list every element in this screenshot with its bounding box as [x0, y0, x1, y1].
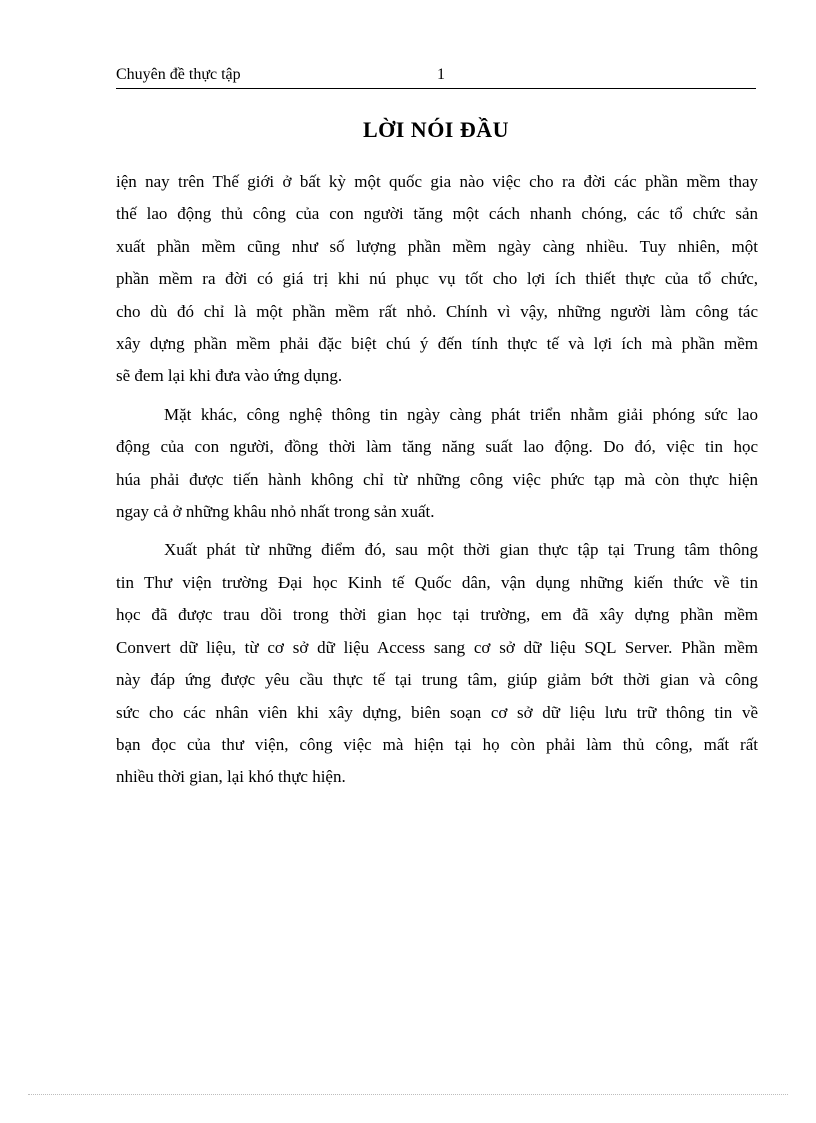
text-line: iện nay trên Thế giới ở bất kỳ một quốc gia nào việc cho ra đời các phần mềm thay: [116, 172, 758, 191]
text-line: xây dựng phần mềm phải đặc biệt chú ý đến tính thực tế và lợi ích mà phần mềm: [116, 334, 758, 354]
text-line: sức cho các nhân viên khi xây dựng, biên soạn cơ sở dữ liệu lưu trữ thông tin về: [116, 702, 758, 722]
text-line: phần mềm ra đời có giá trị khi nú phục vụ tốt cho lợi ích thiết thực của tổ chức,: [116, 269, 758, 289]
text-line: này đáp ứng được yêu cầu thực tế tại trung tâm, giúp giảm bớt thời gian và công: [116, 670, 758, 690]
paragraph-2: [116, 399, 758, 529]
text-line: Mặt khác, công nghệ thông tin ngày càng phát triển nhằm giải phóng sức lao: [164, 404, 758, 424]
page-bottom-rule: [28, 1094, 788, 1095]
text-line: thế lao động thủ công của con người tăng một cách nhanh chóng, các tổ chức sản: [116, 204, 758, 224]
paragraph-3: [116, 534, 758, 793]
text-line: cho dù đó chỉ là một phần mềm rất nhỏ. Chính vì vậy, những người làm công tác: [116, 301, 758, 321]
text-line: động của con người, đồng thời làm tăng năng suất lao động. Do đó, việc tin học: [116, 437, 758, 457]
header-title: Chuyên đề thực tập: [116, 66, 241, 83]
text-line: xuất phần mềm cũng như số lượng phần mềm ngày càng nhiều. Tuy nhiên, một: [116, 236, 758, 256]
text-line: ngay cả ở những khâu nhỏ nhất trong sản xuất.: [116, 502, 435, 522]
document-body: [116, 166, 758, 794]
text-line: nhiều thời gian, lại khó thực hiện.: [116, 767, 346, 787]
document-title: LỜI NÓI ĐẦU: [362, 117, 510, 142]
text-line: Xuất phát từ những điểm đó, sau một thời gian thực tập tại Trung tâm thông: [164, 540, 758, 560]
paragraph-1: [116, 166, 758, 393]
text-line: học đã được trau dồi trong thời gian học tại trường, em đã xây dựng phần mềm: [116, 605, 758, 625]
text-line: tin Thư viện trường Đại học Kinh tế Quốc dân, vận dụng những kiến thức về tin: [116, 572, 758, 592]
text-line: húa phải được tiến hành không chỉ từ những công việc phức tạp mà còn thực hiện: [116, 469, 758, 489]
text-line: Convert dữ liệu, từ cơ sở dữ liệu Access sang cơ sở dữ liệu SQL Server. Phần mềm: [116, 637, 758, 657]
text-line: sẽ đem lại khi đưa vào ứng dụng.: [116, 366, 343, 386]
text-line: bạn đọc của thư viện, công việc mà hiện tại họ còn phải làm thủ công, mất rất: [116, 734, 758, 754]
page-header: [116, 64, 756, 89]
header-page-number: 1: [437, 66, 445, 83]
